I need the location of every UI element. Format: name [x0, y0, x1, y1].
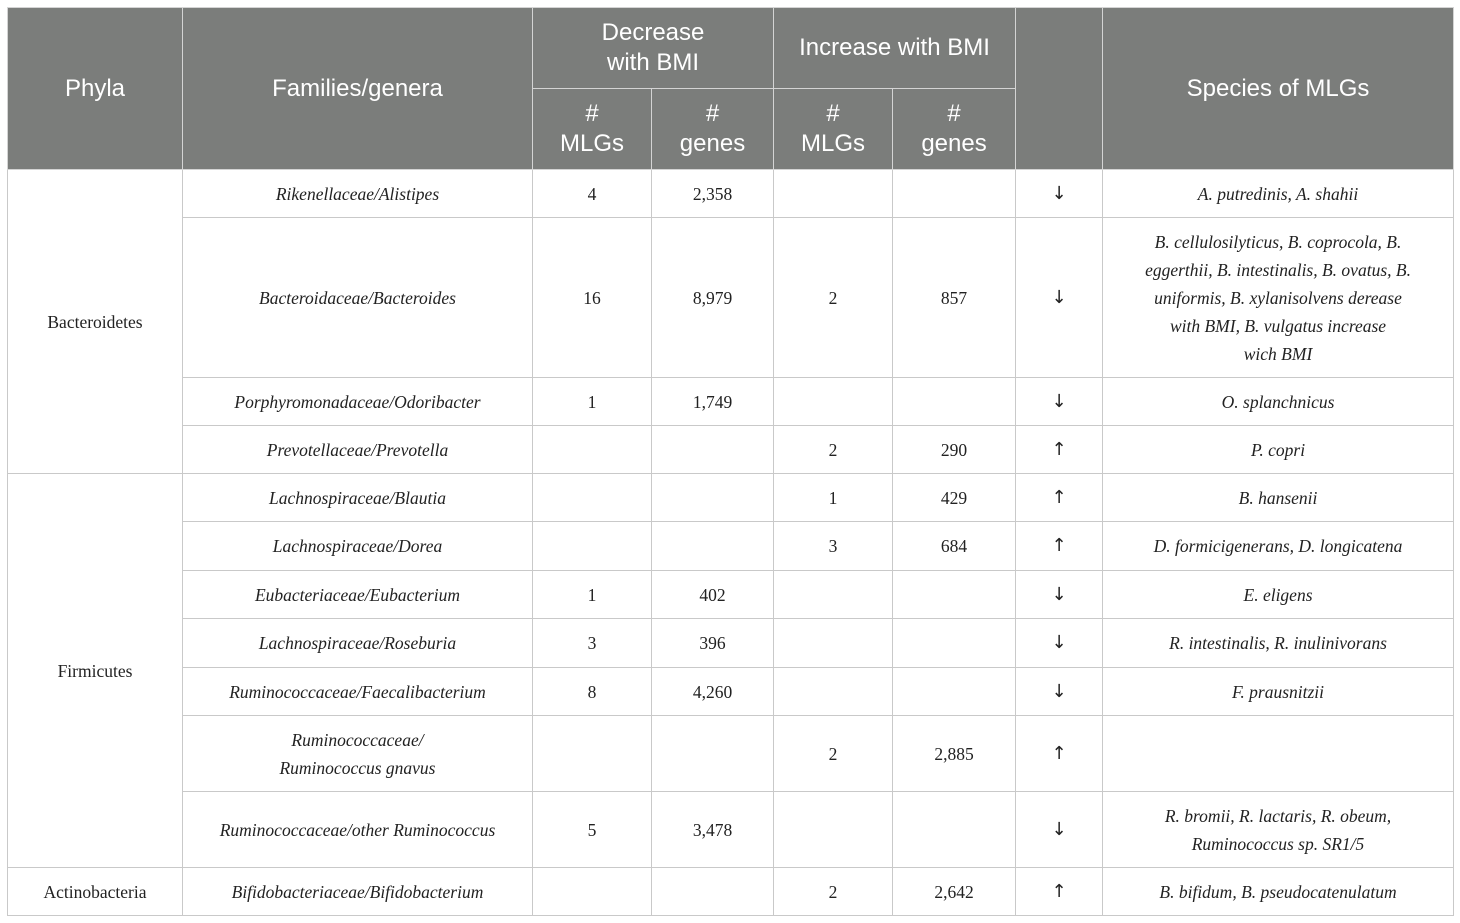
inc-genes-cell: 2,885: [893, 716, 1016, 792]
dec-genes-cell: 1,749: [652, 378, 774, 426]
dec-mlgs-cell: 4: [533, 170, 652, 218]
dec-mlgs-cell: [533, 426, 652, 474]
dec-mlgs-cell: 5: [533, 792, 652, 868]
family-line: Ruminococcus gnavus: [279, 757, 436, 778]
dec-genes-cell: [652, 522, 774, 571]
direction-arrow: ↑: [1016, 522, 1103, 571]
table-row: [8, 474, 1454, 522]
inc-mlgs-cell: [774, 170, 893, 218]
family-cell: Rikenellaceae/Alistipes: [183, 170, 533, 218]
direction-arrow: ↓: [1016, 170, 1103, 218]
table-row: [8, 170, 1454, 218]
inc-mlgs-cell: [774, 668, 893, 716]
inc-genes-cell: 2,642: [893, 868, 1016, 916]
species-cell: B. bifidum, B. pseudocatenulatum: [1103, 868, 1454, 916]
table-row: [8, 426, 1454, 474]
direction-arrow: ↓: [1016, 378, 1103, 426]
family-cell: Bacteroidaceae/Bacteroides: [183, 218, 533, 378]
inc-mlgs-cell: 2: [774, 868, 893, 916]
header-inc-genes-line2: genes: [921, 130, 987, 157]
family-cell: Lachnospiraceae/Roseburia: [183, 619, 533, 668]
header-inc-mlgs-line2: MLGs: [800, 130, 865, 157]
inc-genes-cell: [893, 170, 1016, 218]
phylum-cell: Bacteroidetes: [8, 170, 183, 474]
inc-genes-cell: 290: [893, 426, 1016, 474]
dec-mlgs-cell: 1: [533, 571, 652, 619]
family-cell: Lachnospiraceae/Dorea: [183, 522, 533, 571]
inc-genes-cell: 429: [893, 474, 1016, 522]
table-row: [8, 716, 1454, 792]
table-row: [8, 868, 1454, 916]
header-inc-mlgs: [774, 89, 893, 170]
dec-genes-cell: 2,358: [652, 170, 774, 218]
header-dec-mlgs-line2: MLGs: [559, 130, 624, 157]
dec-genes-cell: [652, 426, 774, 474]
species-cell: [1103, 218, 1454, 378]
table-row: [8, 378, 1454, 426]
dec-genes-cell: 8,979: [652, 218, 774, 378]
family-cell: Prevotellaceae/Prevotella: [183, 426, 533, 474]
inc-genes-cell: [893, 619, 1016, 668]
inc-mlgs-cell: [774, 571, 893, 619]
dec-genes-cell: 4,260: [652, 668, 774, 716]
inc-mlgs-cell: 2: [774, 218, 893, 378]
inc-genes-cell: [893, 792, 1016, 868]
header-decrease-line1: Decrease: [601, 19, 705, 46]
phylum-cell: Actinobacteria: [8, 868, 183, 916]
inc-mlgs-cell: 2: [774, 716, 893, 792]
species-cell: [1103, 716, 1454, 792]
family-cell: Bifidobacteriaceae/Bifidobacterium: [183, 868, 533, 916]
header-inc-genes-line1: #: [947, 100, 961, 127]
inc-genes-cell: [893, 571, 1016, 619]
species-line: eggerthii, B. intestinalis, B. ovatus, B.: [1145, 259, 1411, 280]
table-row: [8, 218, 1454, 378]
header-dec-genes: [652, 89, 774, 170]
family-cell: Eubacteriaceae/Eubacterium: [183, 571, 533, 619]
header-inc-genes: [893, 89, 1016, 170]
dec-genes-cell: [652, 474, 774, 522]
dec-mlgs-cell: 1: [533, 378, 652, 426]
header-dec-genes-line2: genes: [679, 130, 746, 157]
direction-arrow: ↑: [1016, 868, 1103, 916]
dec-mlgs-cell: 3: [533, 619, 652, 668]
header-families: Families/genera: [183, 8, 533, 170]
header-decrease-line2: with BMI: [606, 49, 699, 76]
family-cell: Ruminococcaceae/Faecalibacterium: [183, 668, 533, 716]
direction-arrow: ↓: [1016, 619, 1103, 668]
species-cell: R. intestinalis, R. inulinivorans: [1103, 619, 1454, 668]
species-cell: O. splanchnicus: [1103, 378, 1454, 426]
dec-mlgs-cell: [533, 716, 652, 792]
table-row: [8, 522, 1454, 571]
dec-mlgs-cell: 16: [533, 218, 652, 378]
inc-mlgs-cell: [774, 619, 893, 668]
direction-arrow: ↑: [1016, 474, 1103, 522]
species-line: B. cellulosilyticus, B. coprocola, B.: [1154, 231, 1402, 252]
species-cell: F. prausnitzii: [1103, 668, 1454, 716]
inc-genes-cell: 857: [893, 218, 1016, 378]
header-increase: Increase with BMI: [774, 8, 1016, 89]
direction-arrow: ↓: [1016, 571, 1103, 619]
family-cell: Lachnospiraceae/Blautia: [183, 474, 533, 522]
inc-mlgs-cell: 2: [774, 426, 893, 474]
species-cell: P. copri: [1103, 426, 1454, 474]
table-row: [8, 668, 1454, 716]
inc-mlgs-cell: [774, 792, 893, 868]
inc-mlgs-cell: [774, 378, 893, 426]
inc-mlgs-cell: 1: [774, 474, 893, 522]
family-cell: Ruminococcaceae/other Ruminococcus: [183, 792, 533, 868]
table-header: [8, 8, 1454, 170]
species-cell: A. putredinis, A. shahii: [1103, 170, 1454, 218]
direction-arrow: ↓: [1016, 218, 1103, 378]
table-row: [8, 792, 1454, 868]
dec-mlgs-cell: 8: [533, 668, 652, 716]
inc-genes-cell: [893, 668, 1016, 716]
dec-genes-cell: 3,478: [652, 792, 774, 868]
species-line: wich BMI: [1243, 343, 1313, 364]
dec-mlgs-cell: [533, 868, 652, 916]
dec-genes-cell: 396: [652, 619, 774, 668]
family-cell: Porphyromonadaceae/Odoribacter: [183, 378, 533, 426]
inc-genes-cell: 684: [893, 522, 1016, 571]
species-line: R. bromii, R. lactaris, R. obeum,: [1164, 805, 1392, 826]
header-decrease: [533, 8, 774, 89]
header-dec-mlgs: [533, 89, 652, 170]
inc-mlgs-cell: 3: [774, 522, 893, 571]
header-dec-genes-line1: #: [705, 100, 720, 127]
direction-arrow: ↑: [1016, 426, 1103, 474]
dec-genes-cell: 402: [652, 571, 774, 619]
dec-genes-cell: [652, 868, 774, 916]
header-species: Species of MLGs: [1103, 8, 1454, 170]
species-line: Ruminococcus sp. SR1/5: [1191, 833, 1365, 854]
header-dec-mlgs-line1: #: [585, 100, 599, 127]
species-line: uniformis, B. xylanisolvens derease: [1154, 287, 1402, 308]
direction-arrow: ↓: [1016, 668, 1103, 716]
header-inc-mlgs-line1: #: [826, 100, 840, 127]
table-row: [8, 619, 1454, 668]
header-phyla: Phyla: [8, 8, 183, 170]
direction-arrow: ↑: [1016, 716, 1103, 792]
inc-genes-cell: [893, 378, 1016, 426]
header-direction: [1016, 8, 1103, 170]
direction-arrow: ↓: [1016, 792, 1103, 868]
phylum-cell: Firmicutes: [8, 474, 183, 868]
table-body: [8, 170, 1454, 916]
table-row: [8, 571, 1454, 619]
species-cell: E. eligens: [1103, 571, 1454, 619]
mlg-bmi-table: [7, 7, 1454, 916]
species-cell: D. formicigenerans, D. longicatena: [1103, 522, 1454, 571]
dec-mlgs-cell: [533, 474, 652, 522]
family-line: Ruminococcaceae/: [291, 729, 424, 750]
species-cell: B. hansenii: [1103, 474, 1454, 522]
dec-genes-cell: [652, 716, 774, 792]
species-line: with BMI, B. vulgatus increase: [1169, 315, 1387, 336]
species-cell: [1103, 792, 1454, 868]
dec-mlgs-cell: [533, 522, 652, 571]
family-cell: [183, 716, 533, 792]
